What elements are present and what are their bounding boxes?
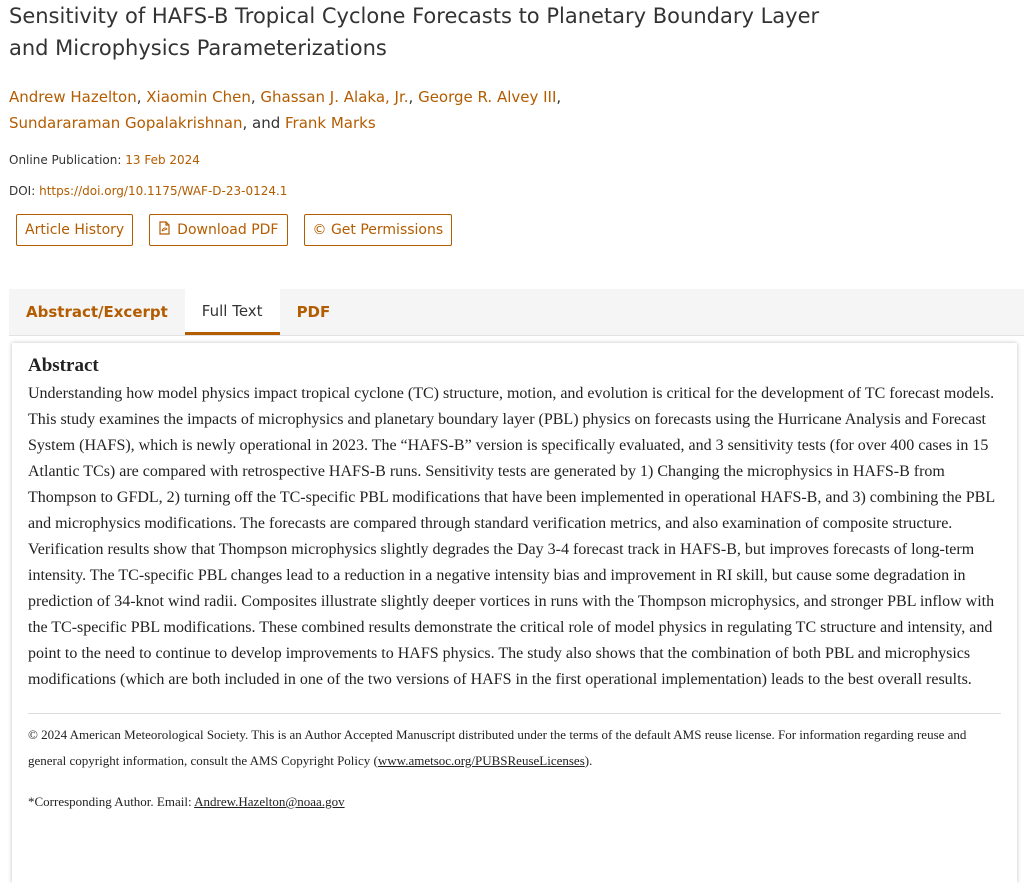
author-separator-and: , and	[242, 114, 285, 132]
reuse-license-link[interactable]: www.ametsoc.org/PUBSReuseLicenses	[377, 753, 585, 768]
author-link-gopalakrishnan[interactable]: Sundararaman Gopalakrishnan	[9, 114, 243, 132]
copyright-text-end: ).	[584, 753, 593, 768]
author-separator: ,	[408, 88, 419, 106]
corresponding-author-label: *Corresponding Author. Email:	[28, 794, 195, 809]
author-separator: ,	[136, 88, 147, 106]
tab-full-text[interactable]: Full Text	[185, 289, 280, 335]
article-title	[9, 0, 1024, 64]
get-permissions-label: © Get Permissions	[312, 222, 444, 238]
article-history-button[interactable]	[16, 214, 133, 246]
author-separator: ,	[250, 88, 261, 106]
author-link-marks[interactable]: Frank Marks	[285, 114, 376, 132]
corresponding-author	[28, 794, 1001, 810]
article-header	[0, 0, 1024, 246]
author-link-chen[interactable]: Xiaomin Chen	[146, 88, 251, 106]
doi-row	[9, 183, 1024, 199]
download-pdf-label: Download PDF	[177, 222, 279, 238]
online-publication-label: Online Publication:	[9, 153, 122, 167]
doi-label: DOI:	[9, 184, 36, 198]
article-title-line2: and Microphysics Parameterizations	[9, 36, 387, 60]
article-title-line1: Sensitivity of HAFS-B Tropical Cyclone Forecasts to Planetary Boundary Layer	[9, 4, 820, 28]
author-link-alaka[interactable]: Ghassan J. Alaka, Jr.	[260, 88, 409, 106]
online-publication-row	[9, 152, 1024, 168]
corresponding-author-email[interactable]: Andrew.Hazelton@noaa.gov	[194, 794, 345, 809]
author-link-alvey[interactable]: George R. Alvey III	[418, 88, 557, 106]
pdf-file-icon	[158, 221, 171, 239]
article-history-label: Article History	[25, 222, 125, 238]
author-list	[9, 84, 1024, 136]
article-tabs	[9, 289, 1024, 336]
author-separator: ,	[556, 88, 562, 106]
tab-pdf[interactable]: PDF	[296, 303, 331, 321]
copyright-notice	[28, 713, 1001, 774]
abstract-text: Understanding how model physics impact tropical cyclone (TC) structure, motion, and evolution is critical for the development of TC forecast models. This study examines the impacts of microphysics and planetary boundary layer (PBL) physics on forecasts using the Hurricane Analysis and Forecast System (HAFS), which is newly operational in 2023. The “HAFS-B” version is specifically evaluated, and 3 sensitivity tests (for over 400 cases in 15 Atlantic TCs) are compared with retrospective HAFS-B runs. Sensitivity tests are generated by 1) Changing the microphysics in HAFS-B from Thompson to GFDL, 2) turning off the TC-specific PBL modifications that have been implemented in operational HAFS-B, and 3) combining the PBL and microphysics modifications. The forecasts are compared through standard verification metrics, and also examination of composite structure. Verification results show that Thompson microphysics slightly degrades the Day 3-4 forecast track in HAFS-B, but improves forecasts of long-term intensity. The TC-specific PBL changes lead to a reduction in a negative intensity bias and improvement in RI skill, but cause some degradation in prediction of 34-knot wind radii. Composites illustrate slightly deeper vortices in runs with the Thompson microphysics, and stronger PBL inflow with the TC-specific PBL modifications. These combined results demonstrate the critical role of model physics in regulating TC structure and intensity, and point to the need to continue to develop improvements to HAFS physics. The study also shows that the combination of both PBL and microphysics modifications (which are both included in one of the two versions of HAFS in the first operational implementation) leads to the best overall results.	[28, 385, 995, 688]
download-pdf-button[interactable]	[149, 214, 287, 246]
author-link-hazelton[interactable]: Andrew Hazelton	[9, 88, 137, 106]
action-buttons	[16, 214, 1024, 246]
doi-link[interactable]: https://doi.org/10.1175/WAF-D-23-0124.1	[39, 184, 288, 198]
tab-abstract-excerpt[interactable]: Abstract/Excerpt	[26, 303, 168, 321]
get-permissions-button[interactable]	[304, 214, 453, 246]
copyright-text: © 2024 American Meteorological Society. This is an Author Accepted Manuscript distributed under the terms of the default AMS reuse license. For information regarding reuse and general copyright information, consult the AMS Copyright Policy (	[28, 727, 967, 768]
abstract-heading: Abstract	[28, 355, 99, 376]
abstract-panel	[12, 343, 1017, 883]
publication-meta	[9, 152, 1024, 199]
online-publication-date: 13 Feb 2024	[125, 153, 200, 167]
